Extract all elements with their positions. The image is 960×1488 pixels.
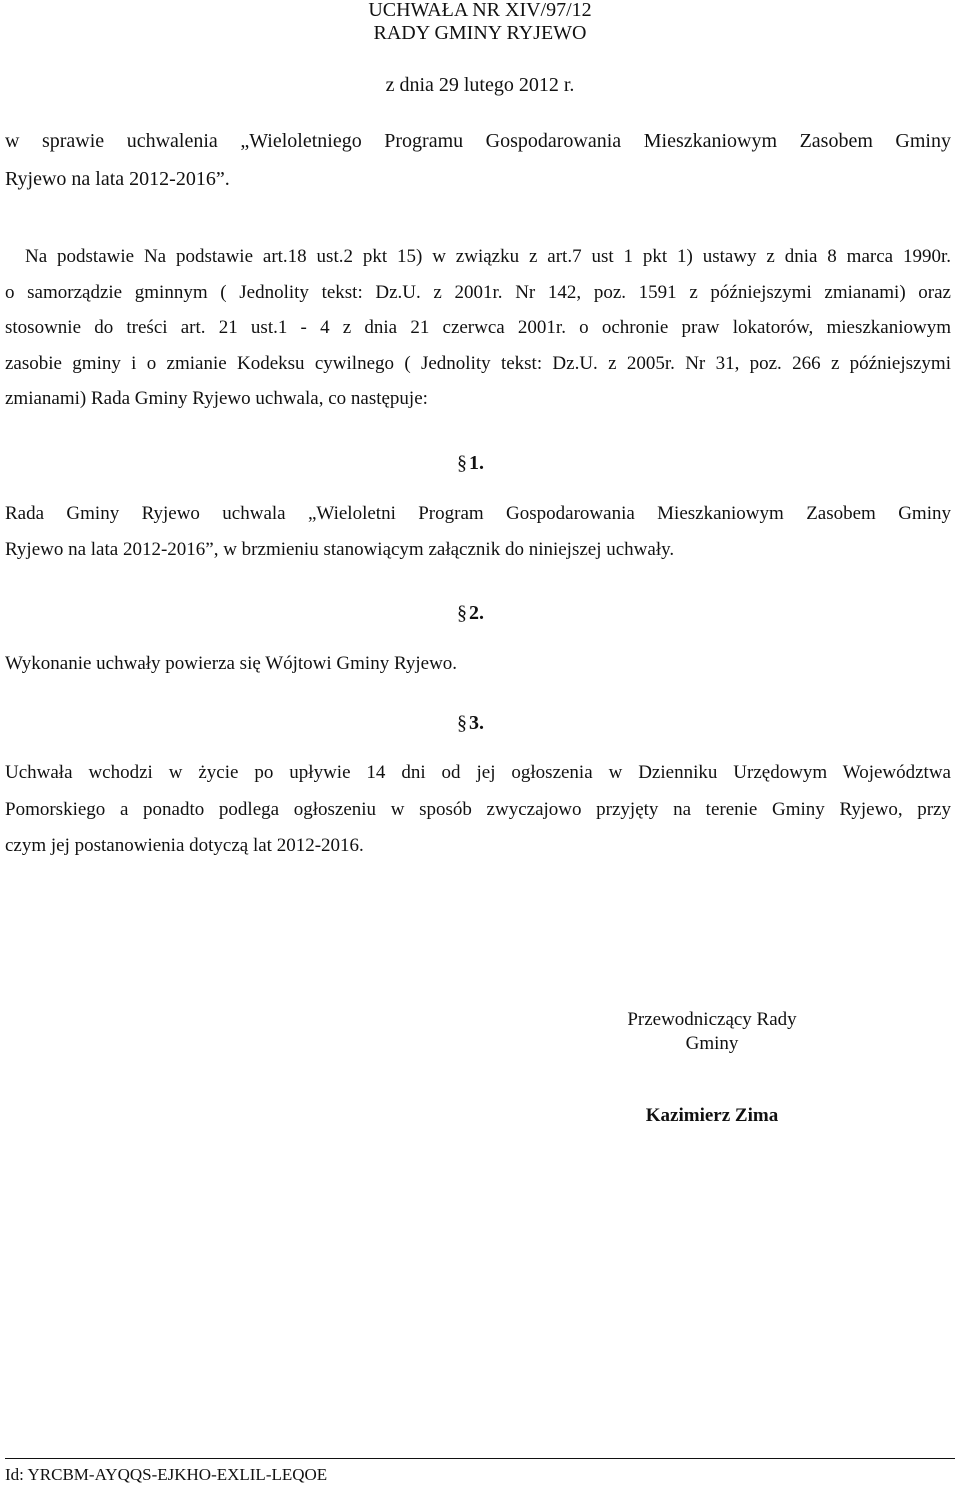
preamble-line: zmianami) Rada Gminy Ryjewo uchwala, co następuje:	[5, 388, 428, 409]
section-heading-3	[457, 712, 484, 735]
section-line: Ryjewo na lata 2012-2016”, w brzmieniu stanowiącym załącznik do niniejszej uchwały.	[5, 539, 675, 560]
section-line: Uchwała wchodzi w życie po upływie 14 dni od jej ogłoszenia w Dzienniku Urzędowym Województwa	[5, 762, 951, 783]
document-id: Id: YRCBM-AYQQS-EJKHO-EXLIL-LEQOE	[5, 1465, 328, 1484]
preamble-line: stosownie do treści art. 21 ust.1 - 4 z dnia 21 czerwca 2001r. o ochronie praw lokatorów, mieszkaniowym	[5, 317, 951, 338]
section-3-text	[5, 755, 951, 865]
section-2-text	[5, 646, 951, 682]
section-number: 3.	[469, 712, 484, 734]
section-line: Rada Gminy Ryjewo uchwala „Wieloletni Program Gospodarowania Mieszkaniowym Zasobem Gminy	[5, 503, 951, 524]
section-line: Wykonanie uchwały powierza się Wójtowi Gminy Ryjewo.	[5, 653, 458, 674]
resolution-date: z dnia 29 lutego 2012 r.	[385, 74, 575, 96]
section-1-text	[5, 496, 951, 568]
preamble	[5, 239, 951, 417]
paragraph-symbol: §	[457, 602, 467, 624]
subject-line: Ryjewo na lata 2012-2016”.	[5, 168, 230, 190]
section-heading-2	[457, 602, 484, 625]
signature-role-line1: Przewodniczący Rady	[627, 1009, 797, 1030]
section-number: 2.	[469, 602, 484, 624]
paragraph-symbol: §	[457, 712, 467, 734]
section-number: 1.	[469, 452, 484, 474]
section-line: Pomorskiego a ponadto podlega ogłoszeniu w sposób zwyczajowo przyjęty na terenie Gminy Ryjewo, przy	[5, 798, 951, 820]
resolution-subject	[5, 122, 951, 198]
subject-line: w sprawie uchwalenia „Wieloletniego Programu Gospodarowania Mieszkaniowym Zasobem Gminy	[5, 130, 951, 152]
preamble-line: o samorządzie gminnym ( Jednolity tekst: Dz.U. z 2001r. Nr 142, poz. 1591 z późniejszymi zmianami) oraz	[5, 281, 951, 303]
preamble-line: Na podstawie Na podstawie art.18 ust.2 pkt 15) w związku z art.7 ust 1 pkt 1) ustawy z dnia 8 marca 1990r.	[25, 246, 951, 267]
signature-role-line2: Gminy	[685, 1033, 739, 1054]
document-title: UCHWAŁA NR XIV/97/12	[368, 0, 592, 21]
council-name: RADY GMINY RYJEWO	[373, 22, 587, 44]
section-heading-1	[457, 452, 484, 475]
footer-divider	[5, 1458, 955, 1459]
paragraph-symbol: §	[457, 452, 467, 474]
preamble-line: zasobie gminy i o zmianie Kodeksu cywilnego ( Jednolity tekst: Dz.U. z 2005r. Nr 31, poz. 266 z późniejszymi	[5, 352, 951, 374]
section-line: czym jej postanowienia dotyczą lat 2012-2016.	[5, 835, 364, 856]
signatory-name: Kazimierz Zima	[645, 1105, 779, 1126]
